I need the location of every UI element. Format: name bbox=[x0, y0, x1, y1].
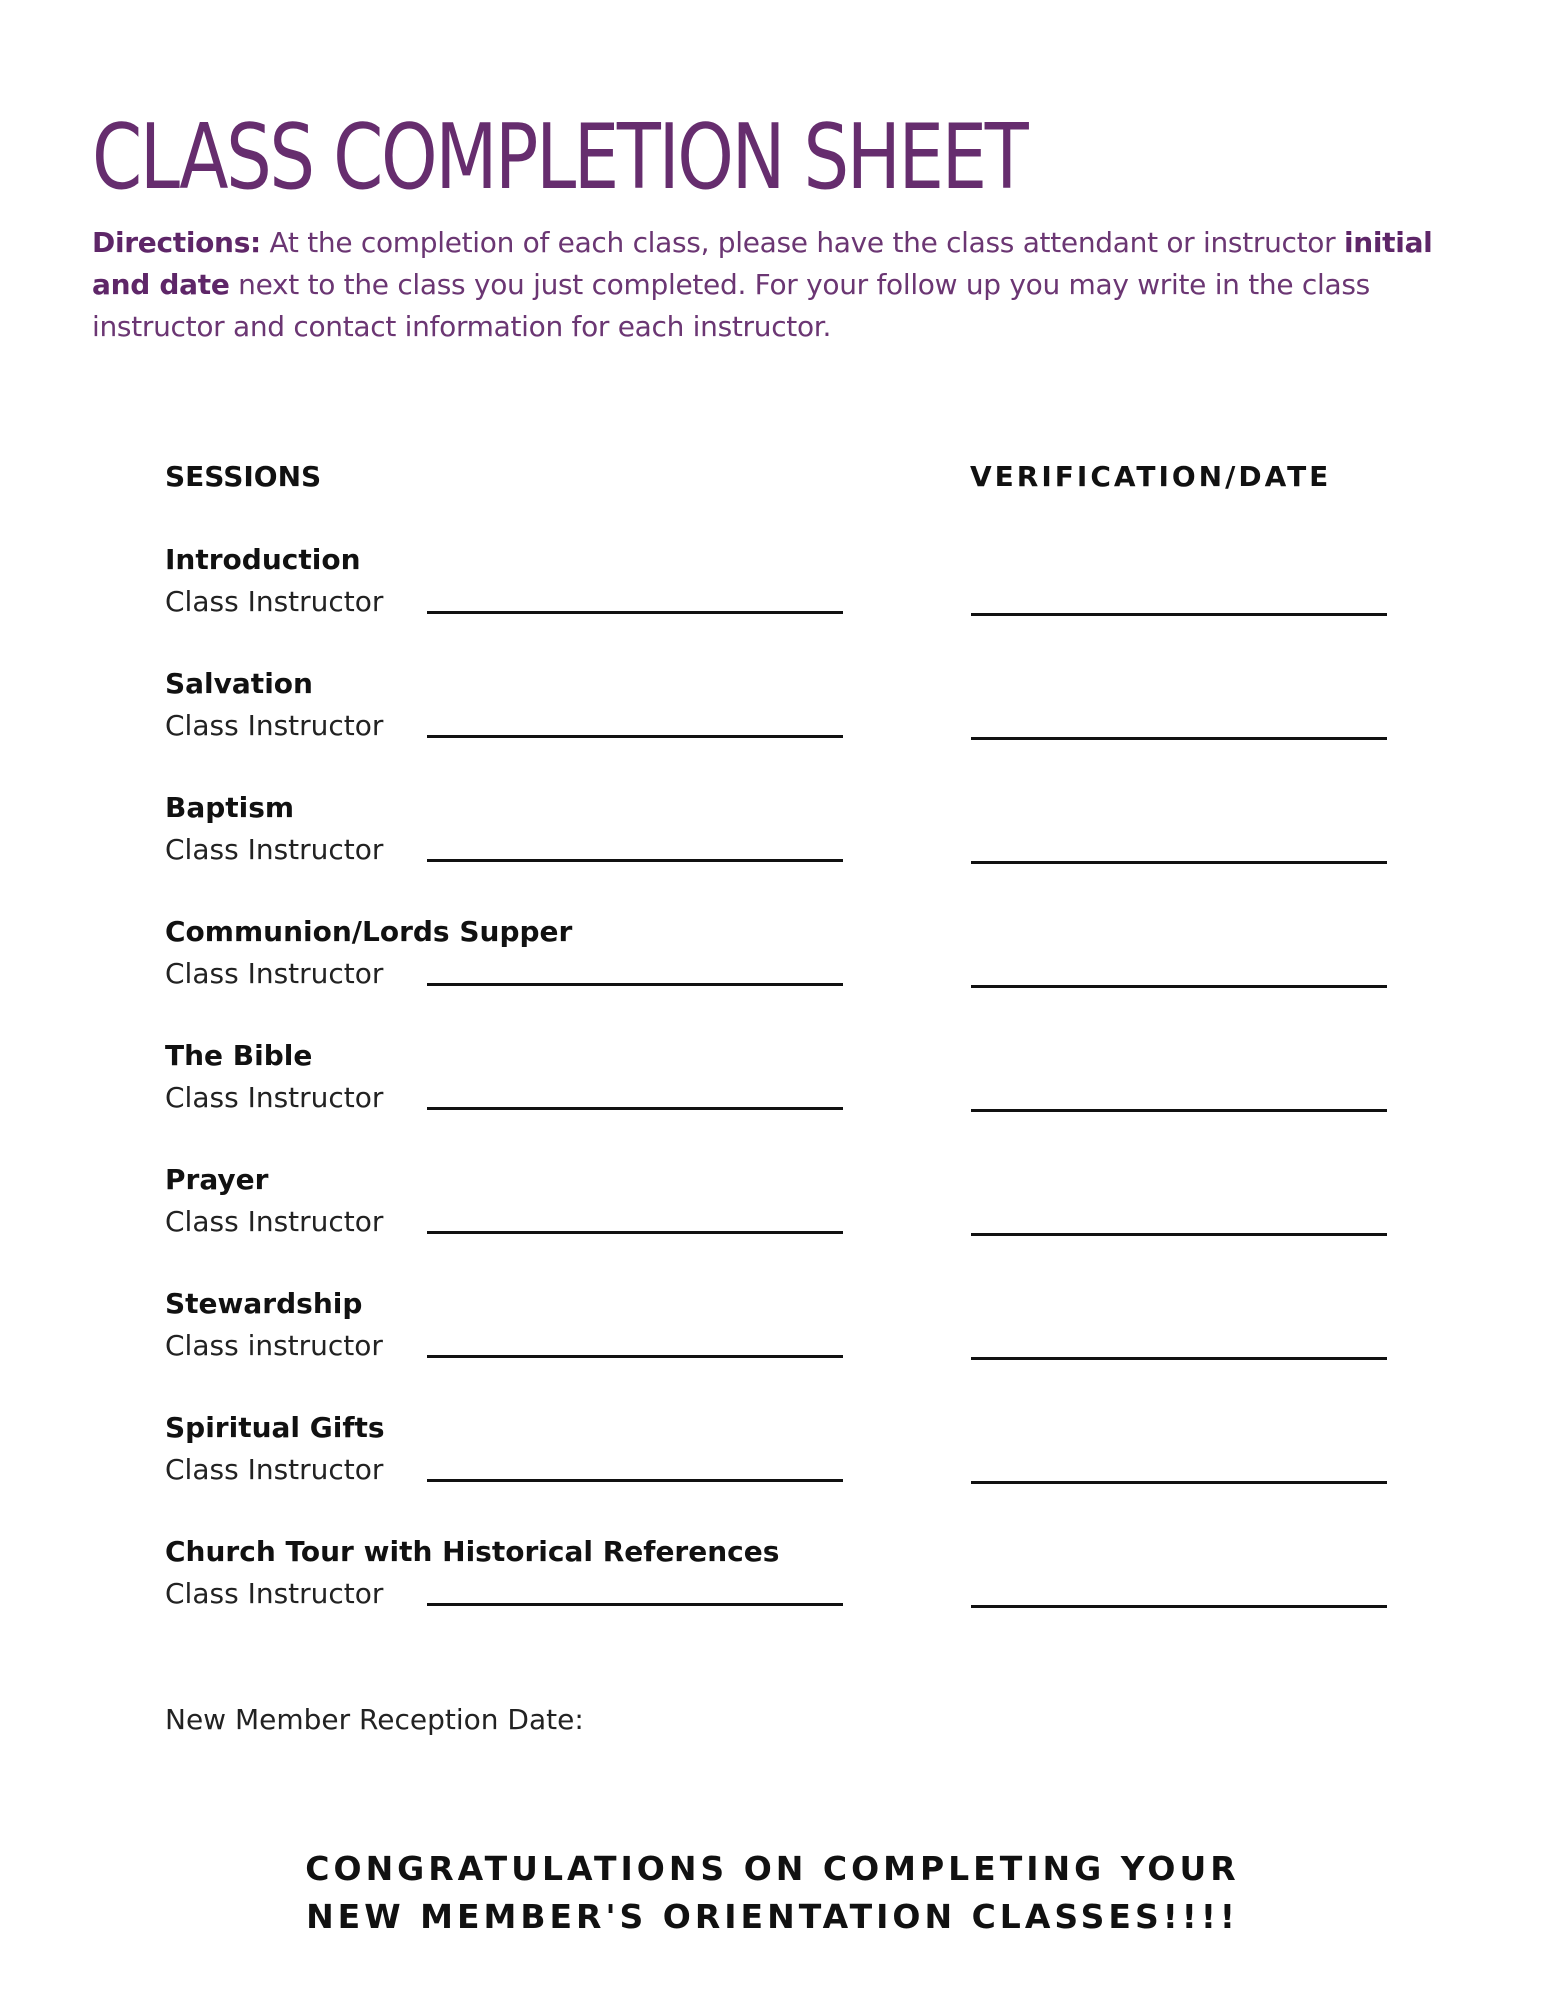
instructor-blank-line[interactable] bbox=[427, 1231, 843, 1234]
verification-column-header: VERIFICATION/DATE bbox=[970, 460, 1332, 493]
session-row bbox=[165, 1410, 1395, 1520]
instructor-label: Class Instructor bbox=[165, 1577, 384, 1610]
session-row bbox=[165, 666, 1395, 776]
verification-blank-line[interactable] bbox=[971, 613, 1387, 616]
instructor-blank-line[interactable] bbox=[427, 611, 843, 614]
verification-blank-line[interactable] bbox=[971, 861, 1387, 864]
session-row bbox=[165, 1162, 1395, 1272]
congratulations-message bbox=[0, 1845, 1545, 1941]
instructor-label: Class Instructor bbox=[165, 957, 384, 990]
verification-blank-line[interactable] bbox=[971, 1357, 1387, 1360]
instructor-blank-line[interactable] bbox=[427, 735, 843, 738]
instructor-blank-line[interactable] bbox=[427, 1603, 843, 1606]
session-name: Baptism bbox=[165, 791, 295, 824]
directions-text-1: At the completion of each class, please have the class attendant or instructor bbox=[260, 226, 1344, 259]
instructor-label: Class Instructor bbox=[165, 1081, 384, 1114]
session-name: Church Tour with Historical References bbox=[165, 1535, 780, 1568]
session-row bbox=[165, 1038, 1395, 1148]
instructor-label: Class Instructor bbox=[165, 833, 384, 866]
verification-blank-line[interactable] bbox=[971, 1605, 1387, 1608]
page-title: CLASS COMPLETION SHEET bbox=[92, 105, 1027, 210]
directions-lead: Directions: bbox=[92, 226, 261, 259]
instructor-blank-line[interactable] bbox=[427, 1479, 843, 1482]
session-row bbox=[165, 790, 1395, 900]
congratulations-line-1: CONGRATULATIONS ON COMPLETING YOUR bbox=[305, 1849, 1240, 1888]
session-name: Introduction bbox=[165, 543, 361, 576]
session-name: Prayer bbox=[165, 1163, 269, 1196]
session-name: Communion/Lords Supper bbox=[165, 915, 573, 948]
instructor-blank-line[interactable] bbox=[427, 1355, 843, 1358]
instructor-label: Class instructor bbox=[165, 1329, 383, 1362]
congratulations-line-2: NEW MEMBER'S ORIENTATION CLASSES!!!! bbox=[306, 1897, 1239, 1936]
verification-blank-line[interactable] bbox=[971, 737, 1387, 740]
instructor-label: Class Instructor bbox=[165, 709, 384, 742]
session-row bbox=[165, 914, 1395, 1024]
verification-blank-line[interactable] bbox=[971, 1233, 1387, 1236]
instructor-label: Class Instructor bbox=[165, 1453, 384, 1486]
verification-blank-line[interactable] bbox=[971, 1481, 1387, 1484]
instructor-blank-line[interactable] bbox=[427, 859, 843, 862]
directions-text bbox=[92, 222, 1462, 348]
directions-emphasis: initial and date bbox=[92, 226, 1433, 301]
verification-blank-line[interactable] bbox=[971, 985, 1387, 988]
reception-date-label: New Member Reception Date: bbox=[165, 1703, 584, 1736]
instructor-label: Class Instructor bbox=[165, 1205, 384, 1238]
instructor-label: Class Instructor bbox=[165, 585, 384, 618]
instructor-blank-line[interactable] bbox=[427, 1107, 843, 1110]
session-name: Stewardship bbox=[165, 1287, 363, 1320]
directions-text-2: next to the class you just completed. For your follow up you may write in the class instructor and contact information for each instructor. bbox=[92, 268, 1370, 343]
session-name: Salvation bbox=[165, 667, 313, 700]
instructor-blank-line[interactable] bbox=[427, 983, 843, 986]
session-name: Spiritual Gifts bbox=[165, 1411, 385, 1444]
verification-blank-line[interactable] bbox=[971, 1109, 1387, 1112]
session-name: The Bible bbox=[165, 1039, 313, 1072]
session-row bbox=[165, 1286, 1395, 1396]
session-row bbox=[165, 1534, 1395, 1644]
sessions-column-header: SESSIONS bbox=[165, 460, 322, 493]
session-row bbox=[165, 542, 1395, 652]
